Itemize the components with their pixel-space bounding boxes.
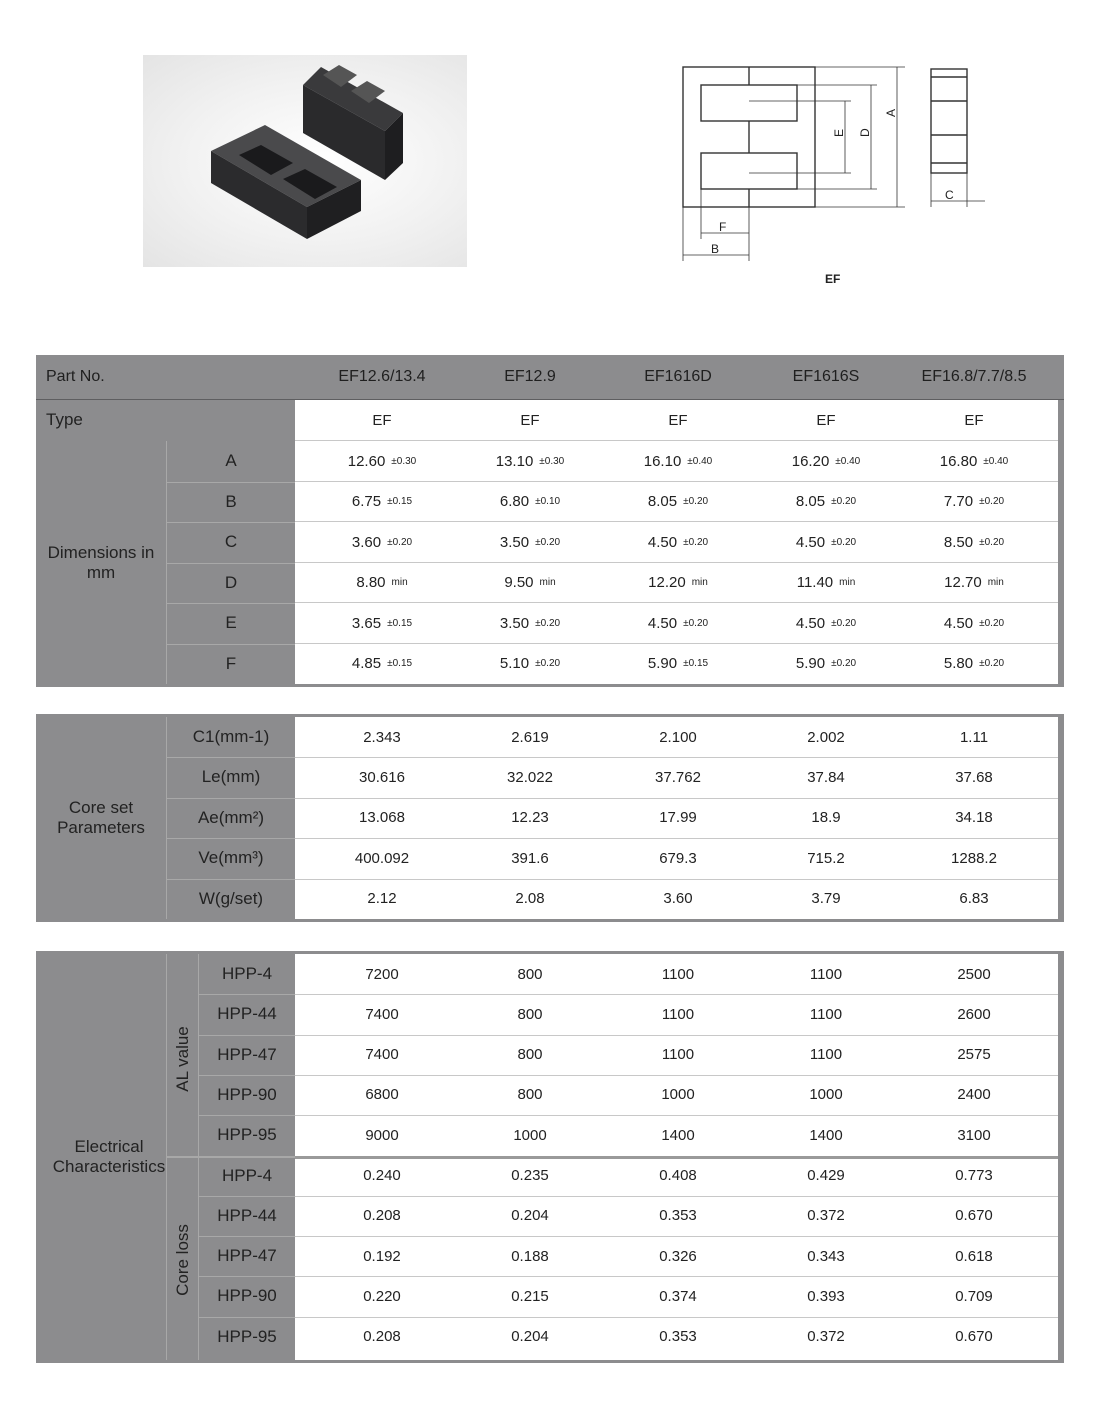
dimension-value: 16.20 <box>791 452 830 470</box>
electrical-value: 0.709 <box>955 1287 993 1305</box>
electrical-value: 1100 <box>809 965 843 983</box>
dimension-cell <box>604 563 752 603</box>
type-value: EF <box>964 411 984 429</box>
dimension-cell <box>308 441 456 481</box>
electrical-value: 0.353 <box>659 1207 697 1225</box>
dimension-value: 5.90 <box>647 655 678 672</box>
electrical-value: 0.220 <box>363 1287 401 1305</box>
type-value: EF <box>668 411 688 429</box>
dimension-value: 9.50 <box>504 574 534 591</box>
electrical-value: 800 <box>517 965 543 983</box>
dimension-cell <box>900 563 1048 603</box>
dim-label-b: B <box>711 242 720 256</box>
dimension-value: 13.10 <box>495 452 534 470</box>
parameter-value: 2.343 <box>363 728 401 746</box>
dimension-value: 8.05 <box>647 493 678 510</box>
al-value-label: AL value <box>173 1026 192 1092</box>
dimension-value: 12.60 <box>347 452 386 470</box>
electrical-value: 0.374 <box>659 1287 697 1305</box>
dimension-value: 5.80 <box>943 655 974 672</box>
electrical-value: 800 <box>517 1005 543 1023</box>
electrical-value: 1400 <box>809 1126 843 1144</box>
dimension-value: 6.75 <box>351 493 382 510</box>
dimension-cell <box>604 441 752 481</box>
parameter-value: 3.79 <box>811 890 841 908</box>
electrical-value: 0.215 <box>511 1287 549 1305</box>
tolerance-value: ±0.40 <box>687 455 713 467</box>
dimension-value: 4.50 <box>795 614 826 632</box>
dimension-value: 3.60 <box>351 533 382 551</box>
parameter-value: 715.2 <box>807 849 845 867</box>
core-parameters-table <box>36 714 1064 922</box>
dimension-cell <box>604 522 752 562</box>
electrical-value: 0.670 <box>955 1328 993 1346</box>
dimension-value: 7.70 <box>943 493 974 510</box>
tolerance-value: min <box>539 577 556 588</box>
part-no-label: Part No. <box>46 368 105 385</box>
tolerance-value: ±0.20 <box>683 617 709 629</box>
dimension-value: 4.50 <box>647 614 678 632</box>
electrical-value: 9000 <box>365 1126 399 1144</box>
type-value: EF <box>816 411 836 429</box>
electrical-value: 0.204 <box>511 1207 549 1225</box>
electrical-value: 0.393 <box>807 1287 845 1305</box>
dimension-value: 5.90 <box>795 655 826 672</box>
electrical-value: 2400 <box>957 1086 991 1104</box>
dimension-cell <box>604 644 752 684</box>
dimension-cell <box>752 563 900 603</box>
dim-label-c: C <box>945 188 954 202</box>
tolerance-value: ±0.20 <box>979 617 1005 629</box>
material-label: HPP-90 <box>217 1084 277 1104</box>
tolerance-value: ±0.20 <box>683 496 709 507</box>
tolerance-value: ±0.20 <box>831 496 857 507</box>
type-value: EF <box>520 411 540 429</box>
dimension-cell <box>308 644 456 684</box>
dimension-value: 3.65 <box>351 614 382 632</box>
material-label: HPP-4 <box>221 1165 273 1185</box>
dimension-label: E <box>225 613 237 632</box>
parameter-value: 3.60 <box>663 890 693 908</box>
electrical-value: 0.618 <box>955 1247 993 1265</box>
dimension-cell <box>456 522 604 562</box>
parameter-value: 2.002 <box>807 728 845 746</box>
tolerance-value: min <box>691 577 708 588</box>
parameter-value: 18.9 <box>811 809 841 827</box>
tolerance-value: ±0.30 <box>539 455 565 467</box>
dimension-value: 12.20 <box>648 574 686 591</box>
electrical-value: 0.343 <box>807 1247 845 1265</box>
dimension-value: 16.10 <box>643 452 682 470</box>
parameter-label: C1(mm-1) <box>192 727 270 746</box>
electrical-value: 0.408 <box>659 1167 697 1184</box>
dimensions-table <box>36 355 1064 687</box>
electrical-value: 0.192 <box>363 1247 401 1265</box>
dimension-cell <box>900 441 1048 481</box>
part-number: EF12.9 <box>504 368 556 385</box>
parameter-label: Ae(mm²) <box>197 807 265 827</box>
electrical-value: 1000 <box>661 1086 695 1104</box>
tolerance-value: ±0.20 <box>831 658 857 669</box>
material-label: HPP-90 <box>217 1286 277 1306</box>
dimension-value: 4.50 <box>647 533 678 551</box>
tolerance-value: ±0.20 <box>683 536 709 548</box>
electrical-value: 6800 <box>365 1086 399 1104</box>
section-label: Electrical Characteristics <box>52 1137 166 1176</box>
dimension-cell <box>308 522 456 562</box>
tolerance-value: ±0.20 <box>535 536 561 548</box>
dimension-cell <box>752 603 900 643</box>
electrical-value: 1000 <box>513 1126 547 1144</box>
dimension-label: A <box>225 451 237 470</box>
dimension-value: 4.50 <box>943 614 974 632</box>
parameter-value: 391.6 <box>511 849 549 867</box>
dimension-cell <box>308 603 456 643</box>
dimension-cell <box>752 644 900 684</box>
electrical-value: 1100 <box>661 965 695 983</box>
dimension-cell <box>308 482 456 522</box>
tolerance-value: ±0.20 <box>387 536 413 548</box>
dimension-value: 4.85 <box>351 655 382 672</box>
tolerance-value: ±0.40 <box>983 455 1009 467</box>
tolerance-value: min <box>839 577 856 588</box>
parameter-value: 17.99 <box>659 809 697 827</box>
electrical-value: 0.429 <box>807 1167 845 1184</box>
parameter-value: 37.68 <box>955 768 993 786</box>
electrical-value: 0.773 <box>955 1167 993 1184</box>
electrical-value: 0.372 <box>807 1207 845 1225</box>
electrical-value: 2575 <box>957 1046 991 1064</box>
part-number: EF12.6/13.4 <box>338 368 426 385</box>
tolerance-value: ±0.20 <box>535 658 561 669</box>
dim-label-f: F <box>719 220 727 234</box>
material-label: HPP-47 <box>217 1044 277 1064</box>
tolerance-value: ±0.15 <box>387 496 413 507</box>
dimension-value: 5.10 <box>499 655 530 672</box>
type-label: Type <box>46 410 83 429</box>
dimension-cell <box>752 522 900 562</box>
dimension-label: B <box>225 491 237 511</box>
parameter-value: 2.08 <box>515 890 545 908</box>
tolerance-value: ±0.10 <box>535 496 561 507</box>
tolerance-value: ±0.30 <box>391 455 417 467</box>
dimension-label: C <box>224 532 238 551</box>
dimension-cell <box>752 482 900 522</box>
electrical-value: 0.326 <box>659 1247 697 1265</box>
tolerance-value: min <box>391 577 408 588</box>
part-number: EF1616D <box>644 368 712 385</box>
core-loss-label: Core loss <box>173 1224 192 1296</box>
dimension-cell <box>456 644 604 684</box>
electrical-table <box>36 951 1064 1363</box>
dimension-value: 16.80 <box>939 452 978 470</box>
material-label: HPP-95 <box>217 1125 277 1145</box>
dimension-value: 8.05 <box>795 493 826 510</box>
material-label: HPP-47 <box>217 1246 277 1266</box>
parameter-value: 679.3 <box>659 849 697 867</box>
dimension-cell <box>900 644 1048 684</box>
ef-dimension-drawing <box>665 55 1005 295</box>
parameter-value: 30.616 <box>359 768 405 786</box>
dimension-cell <box>456 482 604 522</box>
tolerance-value: ±0.40 <box>835 455 861 467</box>
tolerance-value: ±0.15 <box>387 658 413 669</box>
drawing-title: EF <box>825 272 841 286</box>
material-label: HPP-44 <box>217 1004 277 1024</box>
parameter-value: 12.23 <box>511 809 549 827</box>
electrical-value: 1100 <box>809 1005 843 1023</box>
parameter-label: Ve(mm³) <box>198 848 264 868</box>
electrical-value: 0.353 <box>659 1328 697 1346</box>
section-label: Core set Parameters <box>57 798 145 837</box>
electrical-value: 1100 <box>661 1005 695 1023</box>
tolerance-value: ±0.20 <box>831 617 857 629</box>
part-number: EF16.8/7.7/8.5 <box>921 368 1027 385</box>
dimension-cell <box>900 603 1048 643</box>
tolerance-value: ±0.20 <box>979 536 1005 548</box>
electrical-value: 7400 <box>365 1005 399 1023</box>
parameter-label: Le(mm) <box>201 767 261 787</box>
electrical-value: 800 <box>517 1086 543 1104</box>
material-label: HPP-95 <box>217 1326 277 1346</box>
parameter-value: 400.092 <box>354 849 410 867</box>
electrical-value: 7200 <box>365 965 399 983</box>
ef-core-image <box>143 55 467 267</box>
electrical-value: 0.208 <box>363 1328 401 1346</box>
tolerance-value: ±0.15 <box>387 617 413 629</box>
dimension-value: 8.50 <box>943 533 974 551</box>
electrical-value: 3100 <box>957 1126 991 1144</box>
part-number: EF1616S <box>792 368 860 385</box>
parameter-value: 1.11 <box>959 728 989 746</box>
dimension-value: 8.80 <box>356 574 386 591</box>
dimension-cell <box>900 482 1048 522</box>
electrical-value: 0.670 <box>955 1207 993 1225</box>
parameter-value: 1288.2 <box>951 849 997 867</box>
electrical-value: 0.204 <box>511 1328 549 1346</box>
dimension-cell <box>308 563 456 603</box>
parameter-value: 6.83 <box>959 890 989 908</box>
parameter-value: 34.18 <box>955 809 993 827</box>
product-photo <box>143 55 467 267</box>
electrical-value: 1100 <box>661 1046 695 1064</box>
type-value: EF <box>372 411 392 429</box>
tolerance-value: ±0.20 <box>979 496 1005 507</box>
parameter-value: 2.100 <box>659 728 697 746</box>
electrical-value: 1400 <box>661 1126 695 1144</box>
dimension-value: 3.50 <box>499 533 530 551</box>
parameter-value: 37.762 <box>655 768 701 786</box>
material-label: HPP-4 <box>221 964 273 983</box>
parameter-label: W(g/set) <box>198 888 264 908</box>
parameter-value: 2.12 <box>367 890 397 908</box>
tolerance-value: ±0.20 <box>831 536 857 548</box>
dimension-value: 4.50 <box>795 533 826 551</box>
parameter-value: 13.068 <box>359 809 405 827</box>
section-label: Dimensions in mm <box>47 542 155 582</box>
tolerance-value: ±0.15 <box>683 658 709 669</box>
electrical-value: 2500 <box>957 965 991 983</box>
electrical-value: 0.240 <box>363 1167 401 1184</box>
tolerance-value: ±0.20 <box>979 658 1005 669</box>
electrical-value: 0.372 <box>807 1328 845 1346</box>
electrical-value: 0.235 <box>511 1167 549 1184</box>
electrical-value: 7400 <box>365 1046 399 1064</box>
dimension-cell <box>900 522 1048 562</box>
dimension-value: 12.70 <box>944 574 982 591</box>
dimension-label: F <box>225 653 237 673</box>
dim-label-a: A <box>884 108 898 117</box>
electrical-value: 0.208 <box>363 1207 401 1225</box>
dimension-cell <box>456 603 604 643</box>
electrical-value: 800 <box>517 1046 543 1064</box>
parameter-value: 32.022 <box>507 768 553 786</box>
dimension-cell <box>604 482 752 522</box>
dimension-cell <box>456 563 604 603</box>
dimension-value: 3.50 <box>499 614 530 632</box>
parameter-value: 37.84 <box>807 768 845 786</box>
dim-label-d: D <box>858 128 872 137</box>
tolerance-value: min <box>987 577 1004 588</box>
electrical-value: 1100 <box>809 1046 843 1064</box>
dimension-cell <box>456 441 604 481</box>
material-label: HPP-44 <box>217 1205 277 1225</box>
electrical-value: 1000 <box>809 1086 843 1104</box>
dimension-value: 11.40 <box>796 574 834 591</box>
dimension-cell <box>752 441 900 481</box>
electrical-value: 2600 <box>957 1005 991 1023</box>
tolerance-value: ±0.20 <box>535 617 561 629</box>
dimension-cell <box>604 603 752 643</box>
dim-label-e: E <box>832 128 846 137</box>
dimension-label: D <box>224 572 238 592</box>
parameter-value: 2.619 <box>511 728 549 746</box>
dimension-value: 6.80 <box>499 493 530 510</box>
electrical-value: 0.188 <box>511 1247 549 1265</box>
